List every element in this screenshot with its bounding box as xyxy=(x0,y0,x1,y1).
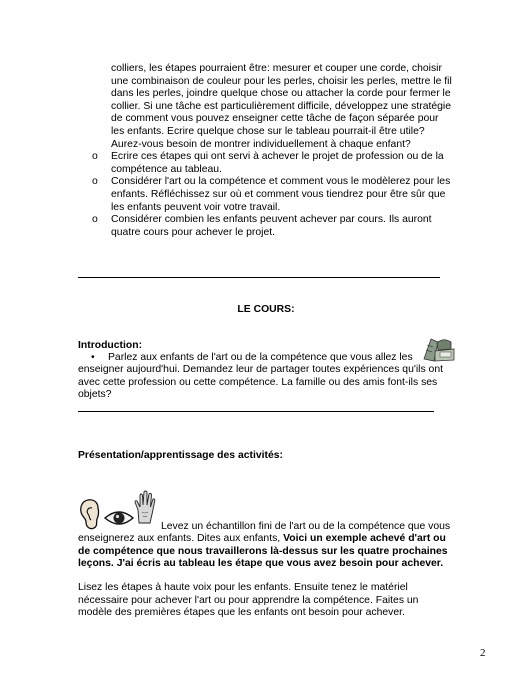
list-bullet: o xyxy=(92,151,98,163)
presentation-second-paragraph: Lisez les étapes à haute voix pour les enfants. Ensuite tenez le matériel nécessaire pour achever l'art ou pour apprendre la compétence. Faites un modèle des premières étapes que les enfants ont besoin pour achever. xyxy=(78,582,419,619)
list-item-text: Considérer combien les enfants peuvent achever par cours. Ils auront quatre cours pour achever le projet. xyxy=(111,214,432,238)
intro-bullet: • xyxy=(91,352,95,363)
page-number: 2 xyxy=(480,647,486,659)
lesson-heading: LE COURS: xyxy=(237,304,295,315)
horizontal-rule xyxy=(78,411,434,412)
horizontal-rule xyxy=(78,277,440,278)
ear-icon xyxy=(78,498,104,532)
presentation-first-line: Levez un échantillon fini de l'art ou de la compétence que vous xyxy=(161,521,451,532)
list-item xyxy=(92,214,452,239)
list-item xyxy=(92,176,452,214)
list-item-text: Ecrire ces étapes qui ont servi à achever le projet de profession ou de la compétence au tableau. xyxy=(111,151,444,175)
steps-intro-text: colliers, les étapes pourraient être: mesurer et couper une corde, choisir une combinaison de couleur pour les perles, choisir les perles, mettre le fil dans les perles, joindre quelque chose ou attacher la corde pour fermer le collier. Si une tâche est particulièrement difficile, développez une stratégie de comment vous pouvez enseigner cette tâche de façon séparée pour les enfants. Ecrire quelque chose sur le tableau pourrait-il être utile? Aurez-vous besoin de montrer individuellement à chaque enfant? xyxy=(111,63,452,150)
list-item-text: Considérer l'art ou la compétence et comment vous le modèlerez pour les enfants. Réfléchissez sur où et comment vous tiendrez pour être sûr que les enfants peuvent voir votre travail. xyxy=(111,176,451,213)
list-item xyxy=(92,151,452,176)
list-bullet: o xyxy=(92,176,98,188)
introduction-heading: Introduction: xyxy=(78,340,143,351)
presentation-paragraph xyxy=(78,533,458,571)
hand-icon xyxy=(134,490,156,524)
intro-text: enseigner aujourd'hui. Demandez leur de partager toutes expériences qu'ils ont avec cette profession ou cette compétence. La famille ou des amis font-ils ses objets? xyxy=(78,364,443,401)
presentation-heading: Présentation/apprentissage des activités: xyxy=(78,450,284,461)
steps-section xyxy=(92,63,452,239)
eye-icon xyxy=(103,506,135,530)
list-bullet: o xyxy=(92,214,98,226)
presentation-bold-text: Voici un exemple achevé d'art ou de compétence que nous travaillerons là-dessus sur les quatre prochaines leçons. J'ai écris au tableau les étape que vous avez besoin pour achever. xyxy=(78,533,448,570)
presentation-normal-text: enseignerez aux enfants. Dites aux enfants, xyxy=(78,533,284,544)
intro-first-line: Parlez aux enfants de l'art ou de la compétence que vous allez les xyxy=(108,352,413,363)
crafts-icon xyxy=(421,333,457,363)
